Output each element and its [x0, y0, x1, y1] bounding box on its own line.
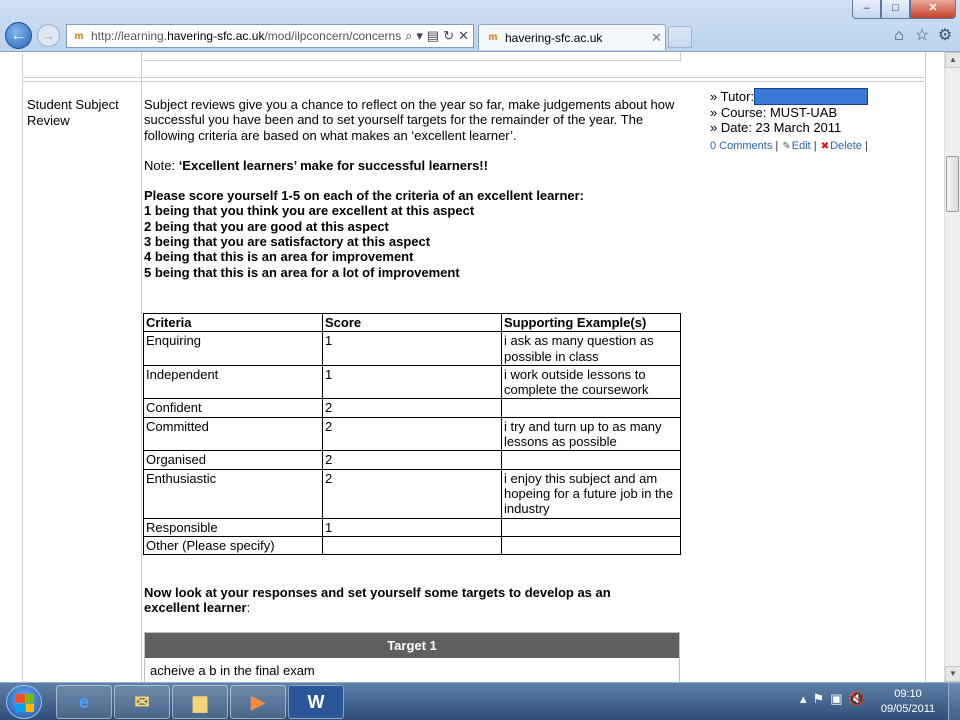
frame-line	[22, 81, 926, 82]
word-icon[interactable]: W	[288, 685, 344, 719]
back-button[interactable]	[5, 22, 32, 49]
tab-active[interactable]	[478, 24, 666, 50]
frame-line	[141, 60, 681, 61]
entry-label: Student Subject Review	[27, 97, 119, 128]
separator: |	[775, 139, 779, 152]
address-bar[interactable]	[66, 24, 474, 48]
example-cell	[502, 536, 681, 554]
scroll-up-icon[interactable]: ▲	[945, 52, 960, 68]
taskbar	[0, 682, 960, 720]
example-cell	[502, 518, 681, 536]
example-cell	[502, 399, 681, 417]
table-row	[144, 469, 681, 518]
tutor-line	[710, 88, 930, 105]
stop-icon[interactable]: ✕	[458, 28, 469, 43]
clock-date: 09/05/2011	[880, 703, 936, 715]
url-text[interactable]	[91, 29, 405, 43]
score-cell	[323, 536, 502, 554]
entry-actions	[710, 139, 930, 154]
gear-icon[interactable]: ⚙	[937, 27, 953, 44]
show-desktop-button[interactable]	[948, 683, 960, 720]
targets-heading-text: Now look at your responses and set yourself some targets to develop as an excellent learner	[144, 585, 611, 616]
note-label: Note:	[144, 157, 179, 173]
table-row	[144, 451, 681, 469]
target-title: Target 1	[145, 633, 679, 658]
home-icon[interactable]: ⌂	[894, 27, 904, 44]
criteria-cell: Organised	[144, 451, 323, 469]
example-cell: i enjoy this subject and am hopeing for a future job in the industry	[502, 469, 681, 518]
example-cell: i ask as many question as possible in class	[502, 332, 681, 366]
media-player-icon[interactable]: ▶	[230, 685, 286, 719]
criteria-cell: Enthusiastic	[144, 469, 323, 518]
example-cell: i work outside lessons to complete the coursework	[502, 365, 681, 399]
entry-meta	[710, 88, 930, 154]
example-cell: i try and turn up to as many lessons as possible	[502, 417, 681, 451]
frame-line	[22, 77, 926, 78]
scroll-thumb[interactable]	[946, 156, 959, 212]
scroll-down-icon[interactable]: ▼	[945, 666, 960, 682]
score-cell: 1	[323, 332, 502, 366]
criteria-cell: Committed	[144, 417, 323, 451]
url-prefix: http://learning.	[91, 29, 168, 43]
moodle-favicon-icon: m	[488, 32, 498, 43]
score-cell: 2	[323, 469, 502, 518]
table-row	[144, 417, 681, 451]
score-line: 5 being that this is an area for a lot of improvement	[144, 264, 460, 280]
course-line: » Course: MUST-UAB	[710, 105, 838, 120]
target-box	[144, 632, 680, 682]
network-icon[interactable]: ▣	[830, 691, 843, 706]
date-line: » Date: 23 March 2011	[710, 120, 842, 136]
system-tray	[800, 691, 865, 707]
review-content	[144, 97, 684, 280]
arrow-left-icon: ←	[10, 27, 27, 44]
arrow-right-icon: →	[42, 28, 55, 43]
show-hidden-icons-icon[interactable]: ▴	[800, 691, 807, 706]
score-line: 2 being that you are good at this aspect	[144, 218, 389, 234]
outlook-icon[interactable]: ✉	[114, 685, 170, 719]
dropdown-icon[interactable]: ▾	[416, 28, 423, 43]
criteria-cell: Other (Please specify)	[144, 536, 323, 554]
edit-link[interactable]: Edit	[791, 139, 811, 152]
frame-line	[141, 52, 142, 682]
targets-heading	[144, 585, 664, 616]
internet-explorer-icon[interactable]: e	[56, 685, 112, 719]
comments-link[interactable]: 0 Comments	[710, 139, 773, 152]
compatibility-view-icon[interactable]: ▤	[426, 28, 440, 43]
file-explorer-icon[interactable]: ▆	[172, 685, 228, 719]
score-cell: 1	[323, 365, 502, 399]
close-tab-icon[interactable]: ✕	[651, 29, 662, 45]
delete-link[interactable]: Delete	[830, 139, 862, 152]
clock[interactable]	[870, 687, 946, 717]
browser-chrome	[0, 0, 960, 52]
intro-text: Subject reviews give you a chance to reflect on the year so far, make judgements about how successful you have been and to set yourself targets for the remainder of the year. The following criteria are based on what makes an ‘excellent learner’.	[144, 97, 675, 143]
criteria-cell: Independent	[144, 365, 323, 399]
criteria-cell: Responsible	[144, 518, 323, 536]
criteria-cell: Confident	[144, 399, 323, 417]
forward-button[interactable]	[37, 24, 60, 47]
score-line: 3 being that you are satisfactory at this aspect	[144, 234, 431, 250]
score-cell: 2	[323, 399, 502, 417]
delete-icon[interactable]: ✖	[820, 140, 830, 152]
url-host: havering-sfc.ac.uk	[167, 29, 265, 43]
action-center-flag-icon[interactable]: ⚑	[812, 691, 825, 706]
start-button[interactable]	[6, 685, 42, 719]
favorites-icon[interactable]: ☆	[914, 27, 930, 44]
new-tab-button[interactable]	[668, 26, 692, 48]
page-viewport	[0, 52, 944, 682]
note-text	[144, 158, 684, 173]
tab-title: havering-sfc.ac.uk	[505, 30, 603, 45]
score-cell: 2	[323, 417, 502, 451]
separator: |	[864, 139, 868, 152]
targets-heading-tail: :	[246, 600, 251, 616]
table-row	[144, 365, 681, 399]
table-row	[144, 332, 681, 366]
table-row	[144, 518, 681, 536]
score-line: 4 being that this is an area for improvement	[144, 249, 414, 265]
example-cell	[502, 451, 681, 469]
column-header: Score	[323, 314, 502, 332]
score-line: 1 being that you think you are excellent at this aspect	[144, 203, 475, 219]
vertical-scrollbar[interactable]	[944, 52, 960, 682]
tutor-redaction	[754, 88, 868, 105]
close-window-button[interactable]: ✕	[910, 0, 956, 19]
tutor-label: » Tutor:	[710, 89, 755, 104]
note-body: ‘Excellent learners’ make for successful learners!!	[178, 157, 488, 173]
search-icon[interactable]: ⌕	[405, 28, 413, 43]
target-text: acheive a b in the final exam	[150, 663, 315, 678]
maximize-button[interactable]: □	[881, 0, 910, 19]
column-header: Criteria	[144, 314, 323, 332]
separator: |	[813, 139, 817, 152]
criteria-table	[143, 313, 681, 555]
table-header-row	[144, 314, 681, 332]
window-controls	[852, 0, 956, 19]
score-heading: Please score yourself 1-5 on each of the criteria of an excellent learner:	[144, 188, 585, 204]
url-suffix: /mod/ilpconcern/concerns	[264, 29, 402, 43]
frame-line	[22, 52, 23, 682]
minimize-button[interactable]: –	[852, 0, 881, 19]
volume-muted-icon[interactable]: 🔇	[848, 691, 865, 706]
table-row	[144, 536, 681, 554]
criteria-cell: Enquiring	[144, 332, 323, 366]
windows-logo-icon	[16, 694, 34, 712]
refresh-icon[interactable]: ↻	[443, 28, 455, 43]
clock-time: 09:10	[894, 688, 922, 700]
table-row	[144, 399, 681, 417]
score-cell: 2	[323, 451, 502, 469]
score-cell: 1	[323, 518, 502, 536]
edit-icon[interactable]: ✎	[782, 140, 791, 152]
moodle-favicon-icon: m	[74, 30, 84, 42]
column-header: Supporting Example(s)	[502, 314, 681, 332]
